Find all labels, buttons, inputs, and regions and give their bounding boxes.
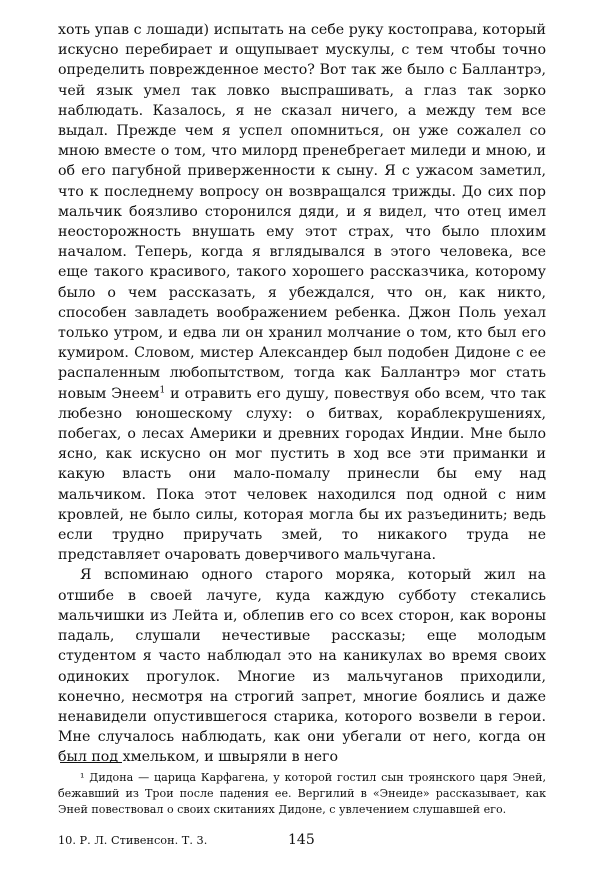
main-text bbox=[58, 20, 546, 768]
footnote-divider bbox=[60, 762, 122, 763]
signature-mark: 10. Р. Л. Стивенсон. Т. 3. bbox=[58, 834, 208, 847]
paragraph-1-part-b: и отравить его душу, повествуя обо всем, что так любезно юношескому слуху: о битвах, кораблекрушениях, побегах, о лесах Америки и древних городах Индии. Мне было ясно, как искусно он мог пустить в ход все эти приманки и какую власть они мало-помалу принесли бы ему над мальчиком. Пока этот человек находился под одной с ним кровлей, не было силы, которая могла бы их разъединить; ведь если трудно приручать змей, то никакого труда не представляет очаровать доверчивого мальчугана. bbox=[58, 385, 546, 564]
paragraph-2: Я вспоминаю одного старого моряка, который жил на отшибе в своей лачуге, куда каждую субботу стекались мальчишки из Лейта и, облепив его со всех сторон, как вороны падаль, слушали нечестивые рассказы; еще молодым студентом я часто наблюдал это на каникулах во время своих одиноких прогулок. Многие из мальчуганов приходили, конечно, несмотря на строгий запрет, многие боялись и даже ненавидели опустившегося старика, которого возвели в герои. Мне случалось наблюдать, как они убегали от него, когда он был под хмельком, и швыряли в него bbox=[58, 567, 546, 766]
page-number: 145 bbox=[288, 832, 315, 848]
page-footer bbox=[58, 834, 546, 852]
paragraph-1 bbox=[58, 20, 546, 565]
footnote-text: ¹ Дидона — царица Карфагена, у которой гостил сын троянского царя Эней, бежавший из Трои после падения ее. Вергилий в «Энеиде» рассказывает, как Эней повествовал о своих скитаниях Дидоне, с увлечением слушавшей его. bbox=[58, 771, 546, 816]
footnote bbox=[58, 770, 546, 818]
paragraph-1-part-a: хоть упав с лошади) испытать на себе руку костоправа, который искусно перебирает и ощупывает мускулы, с тем чтобы точно определить поврежденное место? Вот так же было с Баллантрэ, чей язык умел так ловко выспрашивать, а глаз так зорко наблюдать. Казалось, я не сказал ничего, а между тем все выдал. Прежде чем я успел опомниться, он уже сожалел со мною вместе о том, что милорд пренебрегает миледи и мною, и об его пагубной приверженности к сыну. Я с ужасом заметил, что к последнему вопросу он возвращался трижды. До сих пор мальчик боязливо сторонился дяди, и я видел, что отец имел неосторожность внушать ему этот страх, что было плохим началом. Теперь, когда я вглядывался в этого человека, все еще такого красивого, такого хорошего рассказчика, которому было о чем рассказать, я убеждался, что он, как никто, способен завладеть воображением ребенка. Джон Поль уехал только утром, и едва ли он хранил молчание о том, кто был его кумиром. Словом, мистер Александер был подобен Дидоне с ее распаленным любопытством, тогда как Баллантрэ мог стать новым Энеем bbox=[58, 22, 546, 402]
footnote-marker: 1 bbox=[159, 384, 166, 395]
